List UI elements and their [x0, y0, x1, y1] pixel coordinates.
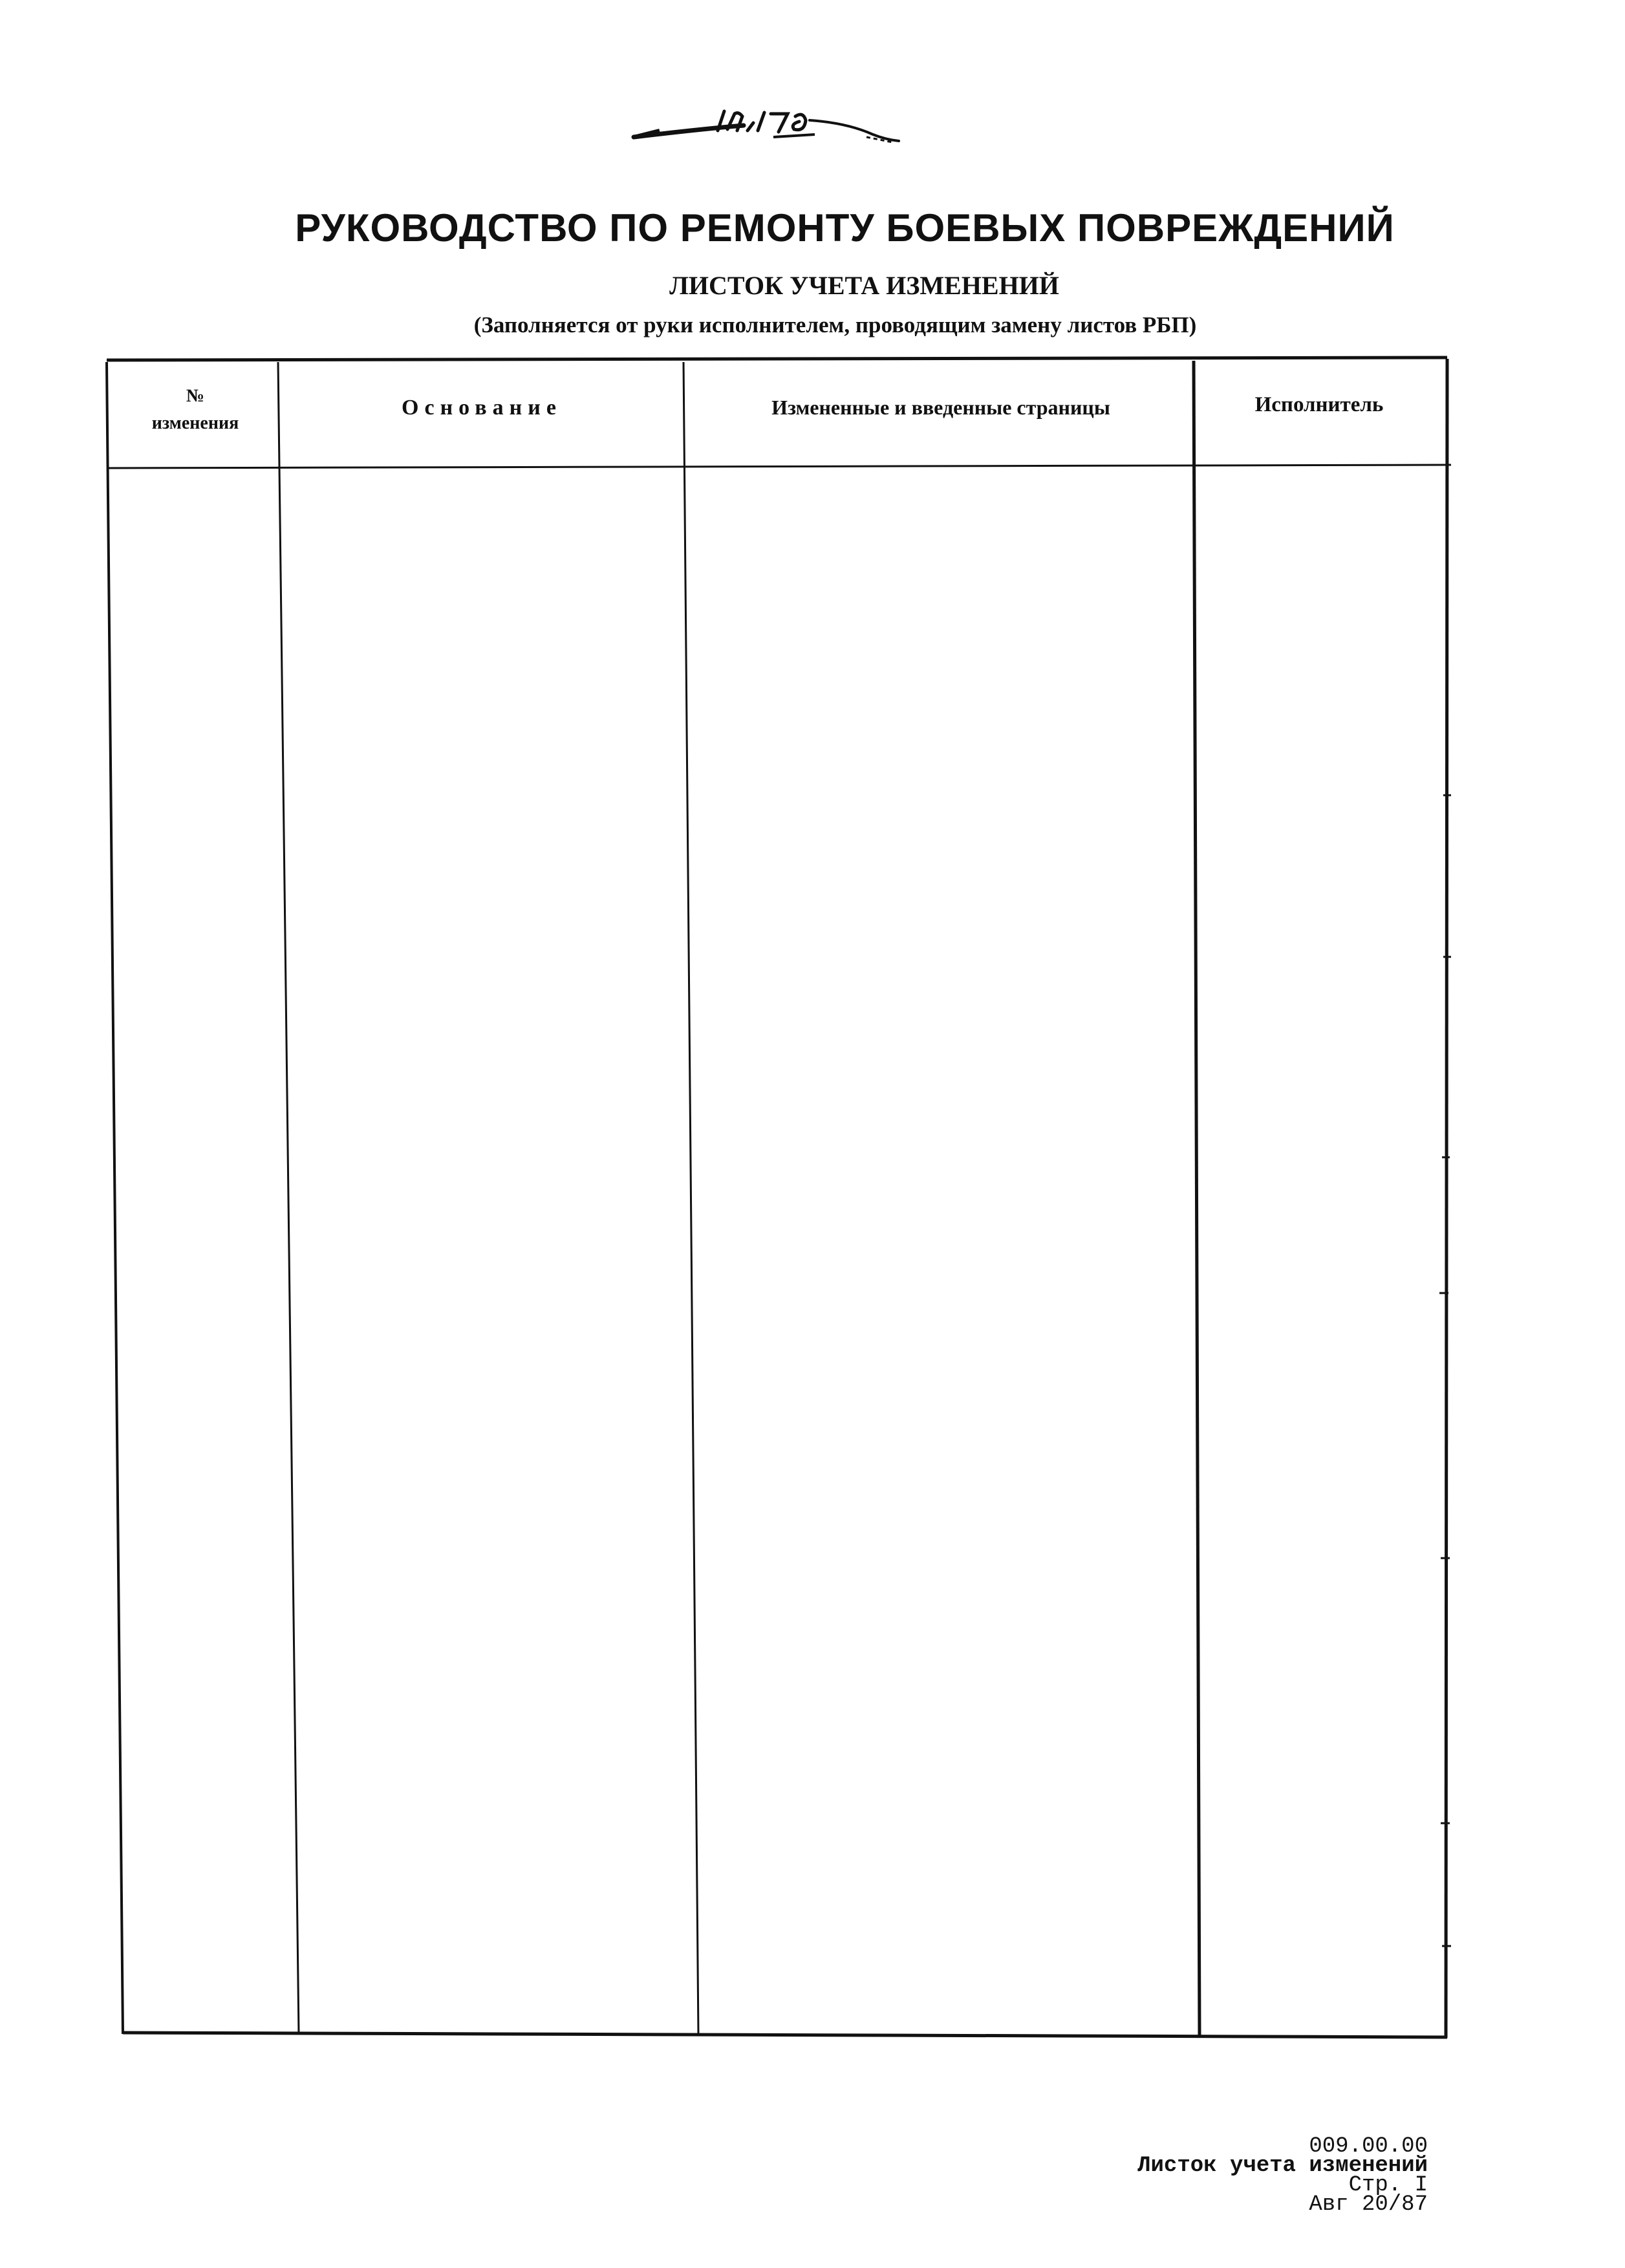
- page-number: Стр. I: [1348, 2173, 1428, 2198]
- table-top-border: [107, 358, 1447, 360]
- fill-instruction: (Заполняется от руки исполнителем, проводящим замену листов РБП): [473, 312, 1197, 337]
- document-title: РУКОВОДСТВО ПО РЕМОНТУ БОЕВЫХ ПОВРЕЖДЕНИЙ: [295, 206, 1395, 250]
- revision-date: Авг 20/87: [1309, 2192, 1428, 2217]
- footer-document-name: Листок учета изменений: [1137, 2154, 1428, 2178]
- column-header-change-number: [111, 383, 279, 437]
- column-header-number-label: изменения: [151, 413, 239, 433]
- column-header-executor: Исполнитель: [1254, 393, 1384, 416]
- header-separator: [109, 465, 1451, 468]
- table-bottom-border: [123, 2033, 1447, 2037]
- column-line-2: [683, 362, 698, 2035]
- document-subtitle: ЛИСТОК УЧЕТА ИЗМЕНЕНИЙ: [669, 271, 1059, 300]
- column-header-changed-pages: Измененные и введенные страницы: [771, 396, 1110, 419]
- column-line-1: [278, 362, 299, 2034]
- column-header-number-sign: №: [186, 386, 205, 406]
- column-line-3: [1194, 361, 1200, 2037]
- column-header-basis: Основание: [402, 396, 562, 420]
- column-line-right: [1446, 359, 1447, 2038]
- page-footer: [1137, 2134, 1428, 2217]
- document-code: 009.00.00: [1309, 2134, 1428, 2159]
- column-line-left: [107, 362, 123, 2034]
